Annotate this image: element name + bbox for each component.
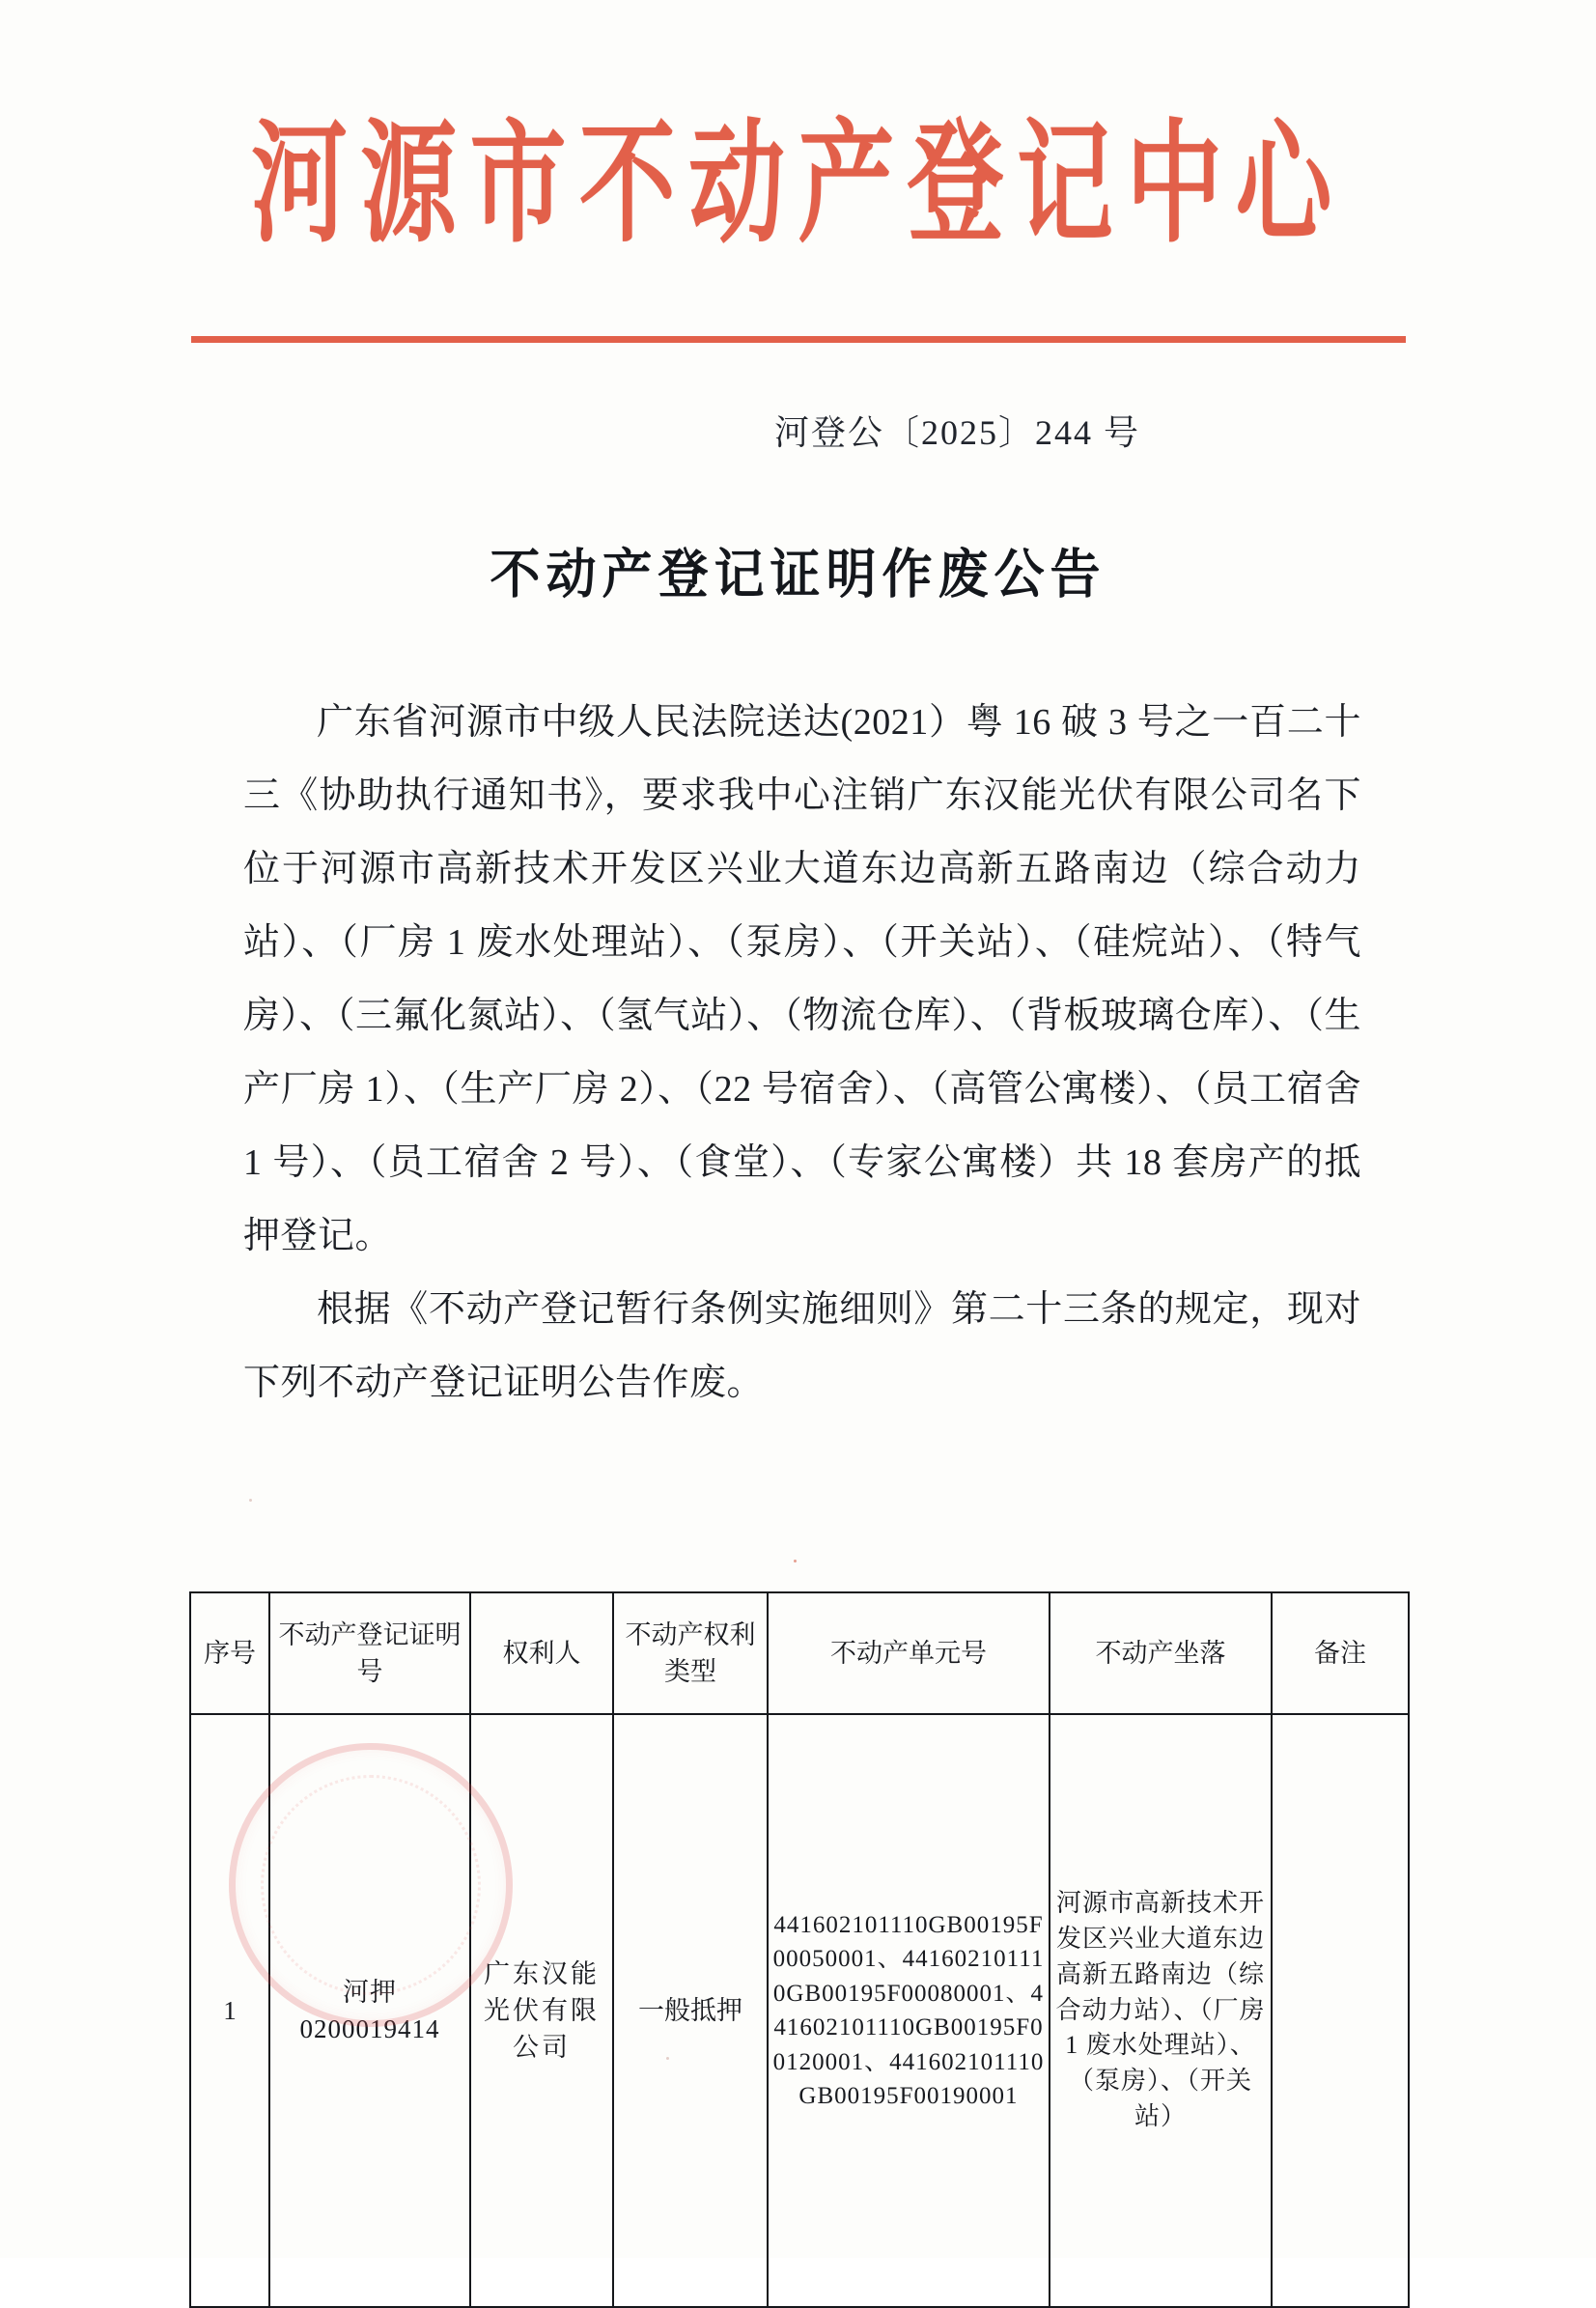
cell-seq: 1 <box>190 1714 269 2307</box>
table-header-location: 不动产坐落 <box>1050 1592 1272 1714</box>
page-title: 不动产登记证明作废公告 <box>490 546 1106 605</box>
table-header-cert-no: 不动产登记证明号 <box>269 1592 470 1714</box>
table-header-owner: 权利人 <box>470 1592 613 1714</box>
body-paragraph-2: 根据《不动产登记暂行条例实施细则》第二十三条的规定，现对下列不动产登记证明公告作废。 <box>243 1289 1361 1403</box>
letterhead-organization-title: 河源市不动产登记中心 <box>251 112 1345 259</box>
cell-cert-no: 河押 0200019414 <box>269 1714 470 2307</box>
cell-right-type: 一般抵押 <box>613 1714 768 2307</box>
table-header-unit-no: 不动产单元号 <box>768 1592 1050 1714</box>
body-paragraph-1: 广东省河源市中级人民法院送达(2021）粤 16 破 3 号之一百二十三《协助执行通知书》，要求我中心注销广东汉能光伏有限公司名下位于河源市高新技术开发区兴业大道东边高新五路南边（综合动力站）、（厂房 1 废水处理站）、（泵房）、（开关站）、（硅烷站）、（特气房）、（三氟化氮站）、（氢气站）、（物流仓库）、（背板玻璃仓库）、（生产厂房 1）、（生产厂房 2）、（22 号宿舍）、（高管公寓楼）、（员工宿舍 1 号）、（员工宿舍 2 号）、（食堂）、（专家公寓楼）共 18 套房产的抵押登记。 <box>243 702 1361 1256</box>
document-number-line <box>0 406 1596 455</box>
table-header-seq: 序号 <box>190 1592 269 1714</box>
document-number: 河登公〔2025〕244 号 <box>773 413 1140 452</box>
cell-unit-no: 441602101110GB00195F00050001、441602101110GB00195F00080001、441602101110GB00195F00120001、441602101110GB00195F00190001 <box>768 1714 1050 2307</box>
table-row <box>190 1714 1409 2307</box>
cell-location: 河源市高新技术开发区兴业大道东边高新五路南边（综合动力站）、（厂房 1 废水处理站）、（泵房）、（开关站） <box>1050 1714 1272 2307</box>
document-body <box>243 686 1361 1420</box>
scan-speck <box>249 1499 252 1502</box>
registration-table <box>189 1591 1410 2308</box>
table-header-right-type: 不动产权利类型 <box>613 1592 768 1714</box>
registration-table-container <box>189 1591 1408 2308</box>
scan-speck <box>794 1560 797 1562</box>
table-header-row <box>190 1592 1409 1714</box>
letterhead-red-rule <box>191 336 1406 343</box>
letterhead <box>0 112 1596 259</box>
cell-owner: 广东汉能光伏有限公司 <box>470 1714 613 2307</box>
cell-remark <box>1272 1714 1409 2307</box>
table-header-remark: 备注 <box>1272 1592 1409 1714</box>
